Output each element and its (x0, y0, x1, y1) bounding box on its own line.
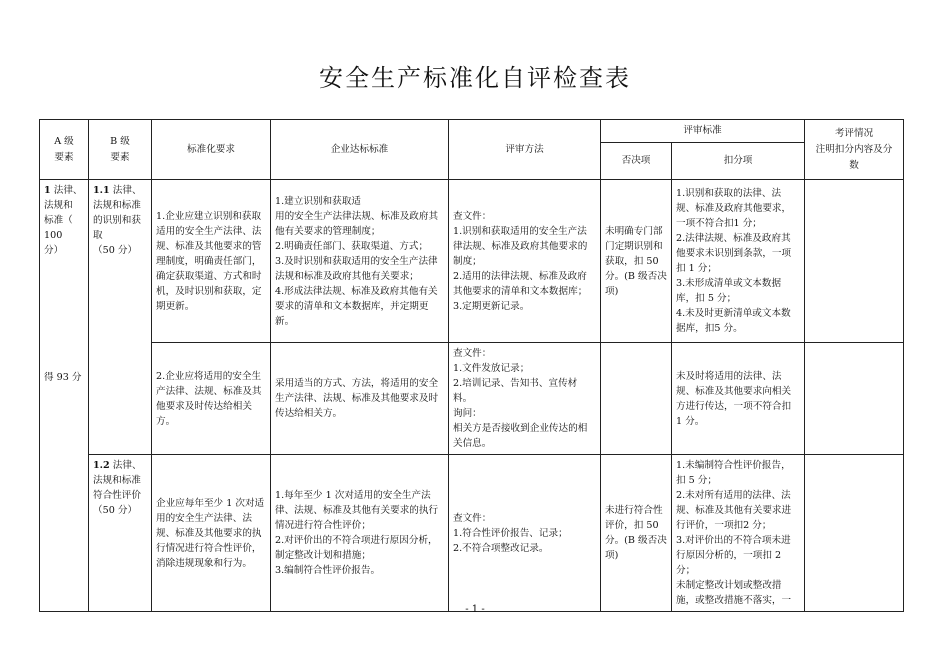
requirement-cell: 2.企业应将适用的安全生产法律、法规、标准及其他要求及时传达给相关方。 (152, 343, 271, 455)
standard-cell: 1.建立识别和获取适 用的安全生产法律法规、标准及政府其他有关要求的管理制度； 2.明确责任部门、获取渠道、方式； 3.及时识别和获取适用的安全生产法律法规和标准及政府其他有关要求； 4.形成法律法规、标准及政府其他有关要求的清单和文本数据库，并定期更新。 (271, 180, 449, 343)
header-review: 考评情况 注明扣分内容及分 数 (805, 120, 904, 180)
review-cell (805, 180, 904, 343)
review-cell (805, 343, 904, 455)
header-standard: 企业达标标准 (271, 120, 449, 180)
header-veto: 否决项 (601, 143, 672, 180)
deduction-cell: 未及时将适用的法律、法规、标准及其他要求向相关方进行传达，一项不符合扣 1 分。 (672, 343, 805, 455)
review-cell (805, 455, 904, 612)
self-evaluation-table (39, 119, 904, 612)
page-number: - 1 - (465, 604, 485, 615)
header-b-element: B 级 要素 (89, 120, 152, 180)
veto-cell: 未进行符合性评价，扣 50 分。(B 级否决项) (601, 455, 672, 612)
header-requirement: 标准化要求 (152, 120, 271, 180)
header-criteria-group: 评审标准 (601, 120, 805, 143)
standard-cell: 采用适当的方式、方法，将适用的安全生产法律、法规、标准及其他要求及时传达给相关方。 (271, 343, 449, 455)
a-element-score: 得 93 分 (44, 372, 82, 383)
veto-cell (601, 343, 672, 455)
header-deduction: 扣分项 (672, 143, 805, 180)
a-element-cell (40, 180, 89, 612)
document-title: 安全生产标准化自评检查表 (319, 64, 631, 92)
deduction-cell: 1.识别和获取的法律、法规、标准及政府其他要求，一项不符合扣1 分； 2.法律法规、标准及政府其他要求未识别到条款，一项扣 1 分； 3.未形成清单或文本数据库，扣 5 分； 4.未及时更新清单或文本数据库，扣5 分。 (672, 180, 805, 343)
header-a-element: A 级 要素 (40, 120, 89, 180)
b-element-name: 1.2 法律、法规和标准符合性评价 （50 分） (93, 460, 142, 516)
deduction-cell: 1.未编制符合性评价报告，扣 5 分； 2.未对所有适用的法律、法规、标准及其他有关要求进行评价，一项扣2 分； 3.对评价出的不符合项未进行原因分析的，一项扣 2 分； 未制定整改计划或整改措施，或整改措施不落实，一 (672, 455, 805, 612)
method-cell: 查文件： 1.文件发放记录； 2.培训记录、告知书、宣传材料。 询问： 相关方是否接收到企业传达的相关信息。 (449, 343, 601, 455)
method-cell: 查文件： 1.符合性评价报告、记录； 2.不符合项整改记录。 (449, 455, 601, 612)
requirement-cell: 1.企业应建立识别和获取适用的安全生产法律、法规、标准及其他要求的管理制度，明确责任部门，确定获取渠道、方式和时机，及时识别和获取，定期更新。 (152, 180, 271, 343)
method-cell: 查文件： 1.识别和获取适用的安全生产法律法规、标准及政府其他要求的制度； 2.适用的法律法规、标准及政府其他要求的清单和文本数据库； 3.定期更新记录。 (449, 180, 601, 343)
requirement-cell: 企业应每年至少 1 次对适用的安全生产法律、法规、标准及其他要求的执行情况进行符合性评价，消除违规现象和行为。 (152, 455, 271, 612)
b-element-cell (89, 180, 152, 455)
standard-cell: 1.每年至少 1 次对适用的安全生产法律、法规、标准及其他有关要求的执行情况进行符合性评价； 2.对评价出的不符合项进行原因分析，制定整改计划和措施； 3.编制符合性评价报告。 (271, 455, 449, 612)
a-element-name: 1 法律、 法规和 标准（ 100 分） (44, 185, 83, 256)
header-method: 评审方法 (449, 120, 601, 180)
b-element-cell (89, 455, 152, 612)
b-element-name: 1.1 法律、法规和标准的识别和获取 （50 分） (93, 185, 142, 256)
veto-cell: 未明确专门部门定期识别和获取，扣 50 分。(B 级否决项) (601, 180, 672, 343)
